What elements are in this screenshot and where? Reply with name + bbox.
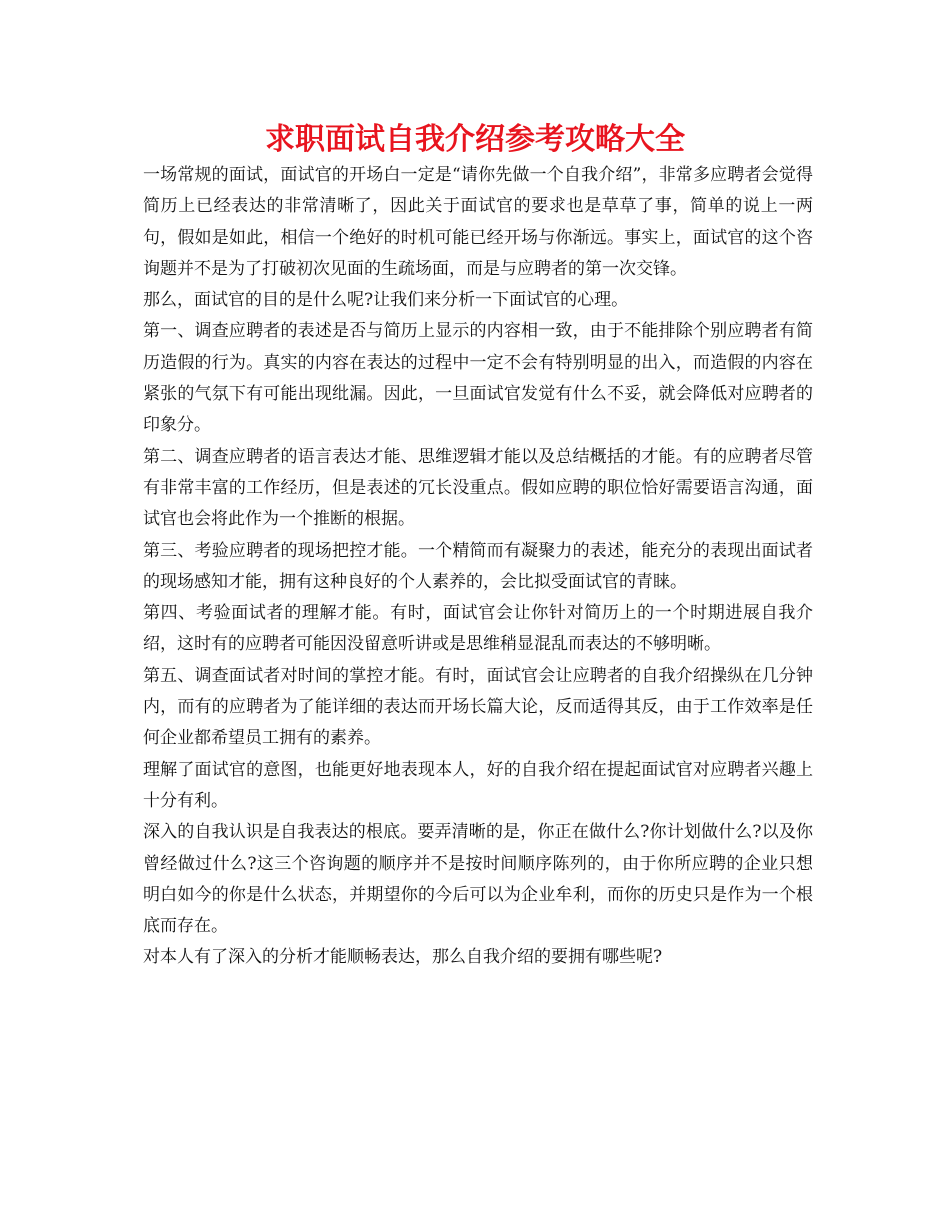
- paragraph-point-1: 第一、调查应聘者的表述是否与简历上显示的内容相一致，由于不能排除个别应聘者有简历造假的行为。真实的内容在表达的过程中一定不会有特别明显的出入，而造假的内容在紧张的气氛下有可能出现纰漏。因此，一旦面试官发觉有什么不妥，就会降低对应聘者的印象分。: [143, 321, 813, 436]
- paragraph-summary: 理解了面试官的意图，也能更好地表现本人，好的自我介绍在提起面试官对应聘者兴趣上十分有利。: [143, 759, 813, 811]
- paragraph-point-3: 第三、考验应聘者的现场把控才能。一个精简而有凝聚力的表述，能充分的表现出面试者的现场感知才能，拥有这种良好的个人素养的，会比拟受面试官的青睐。: [143, 540, 813, 592]
- document-title: 求职面试自我介绍参考攻略大全: [265, 122, 685, 157]
- paragraph-point-4: 第四、考验面试者的理解才能。有时，面试官会让你针对简历上的一个时期进展自我介绍，这时有的应聘者可能因没留意听讲或是思维稍显混乱而表达的不够明晰。: [143, 603, 813, 655]
- paragraph-intro: 一场常规的面试，面试官的开场白一定是“请你先做一个自我介绍”，非常多应聘者会觉得简历上已经表达的非常清晰了，因此关于面试官的要求也是草草了事，简单的说上一两句，假如是如此，相信一个绝好的时机可能已经开场与你渐远。事实上，面试官的这个咨询题并不是为了打破初次见面的生疏场面，而是与应聘者的第一次交锋。: [143, 165, 813, 279]
- paragraph-point-2: 第二、调查应聘者的语言表达才能、思维逻辑才能以及总结概括的才能。有的应聘者尽管有非常丰富的工作经历，但是表述的冗长没重点。假如应聘的职位恰好需要语言沟通，面试官也会将此作为一个推断的根据。: [143, 446, 813, 530]
- document-body: [143, 160, 813, 974]
- paragraph-closing: 对本人有了深入的分析才能顺畅表达，那么自我介绍的要拥有哪些呢?: [143, 947, 663, 968]
- paragraph-point-5: 第五、调查面试者对时间的掌控才能。有时，面试官会让应聘者的自我介绍操纵在几分钟内，而有的应聘者为了能详细的表达而开场长篇大论，反而适得其反，由于工作效率是任何企业都希望员工拥有的素养。: [143, 665, 813, 749]
- paragraph-question: 那么，面试官的目的是什么呢?让我们来分析一下面试官的心理。: [143, 290, 629, 311]
- paragraph-self-awareness: 深入的自我认识是自我表达的根底。要弄清晰的是，你正在做什么?你计划做什么?以及你曾经做过什么?这三个咨询题的顺序并不是按时间顺序陈列的，由于你所应聘的企业只想明白如今的你是什么状态，并期望你的今后可以为企业牟利，而你的历史只是作为一个根底而存在。: [143, 822, 813, 937]
